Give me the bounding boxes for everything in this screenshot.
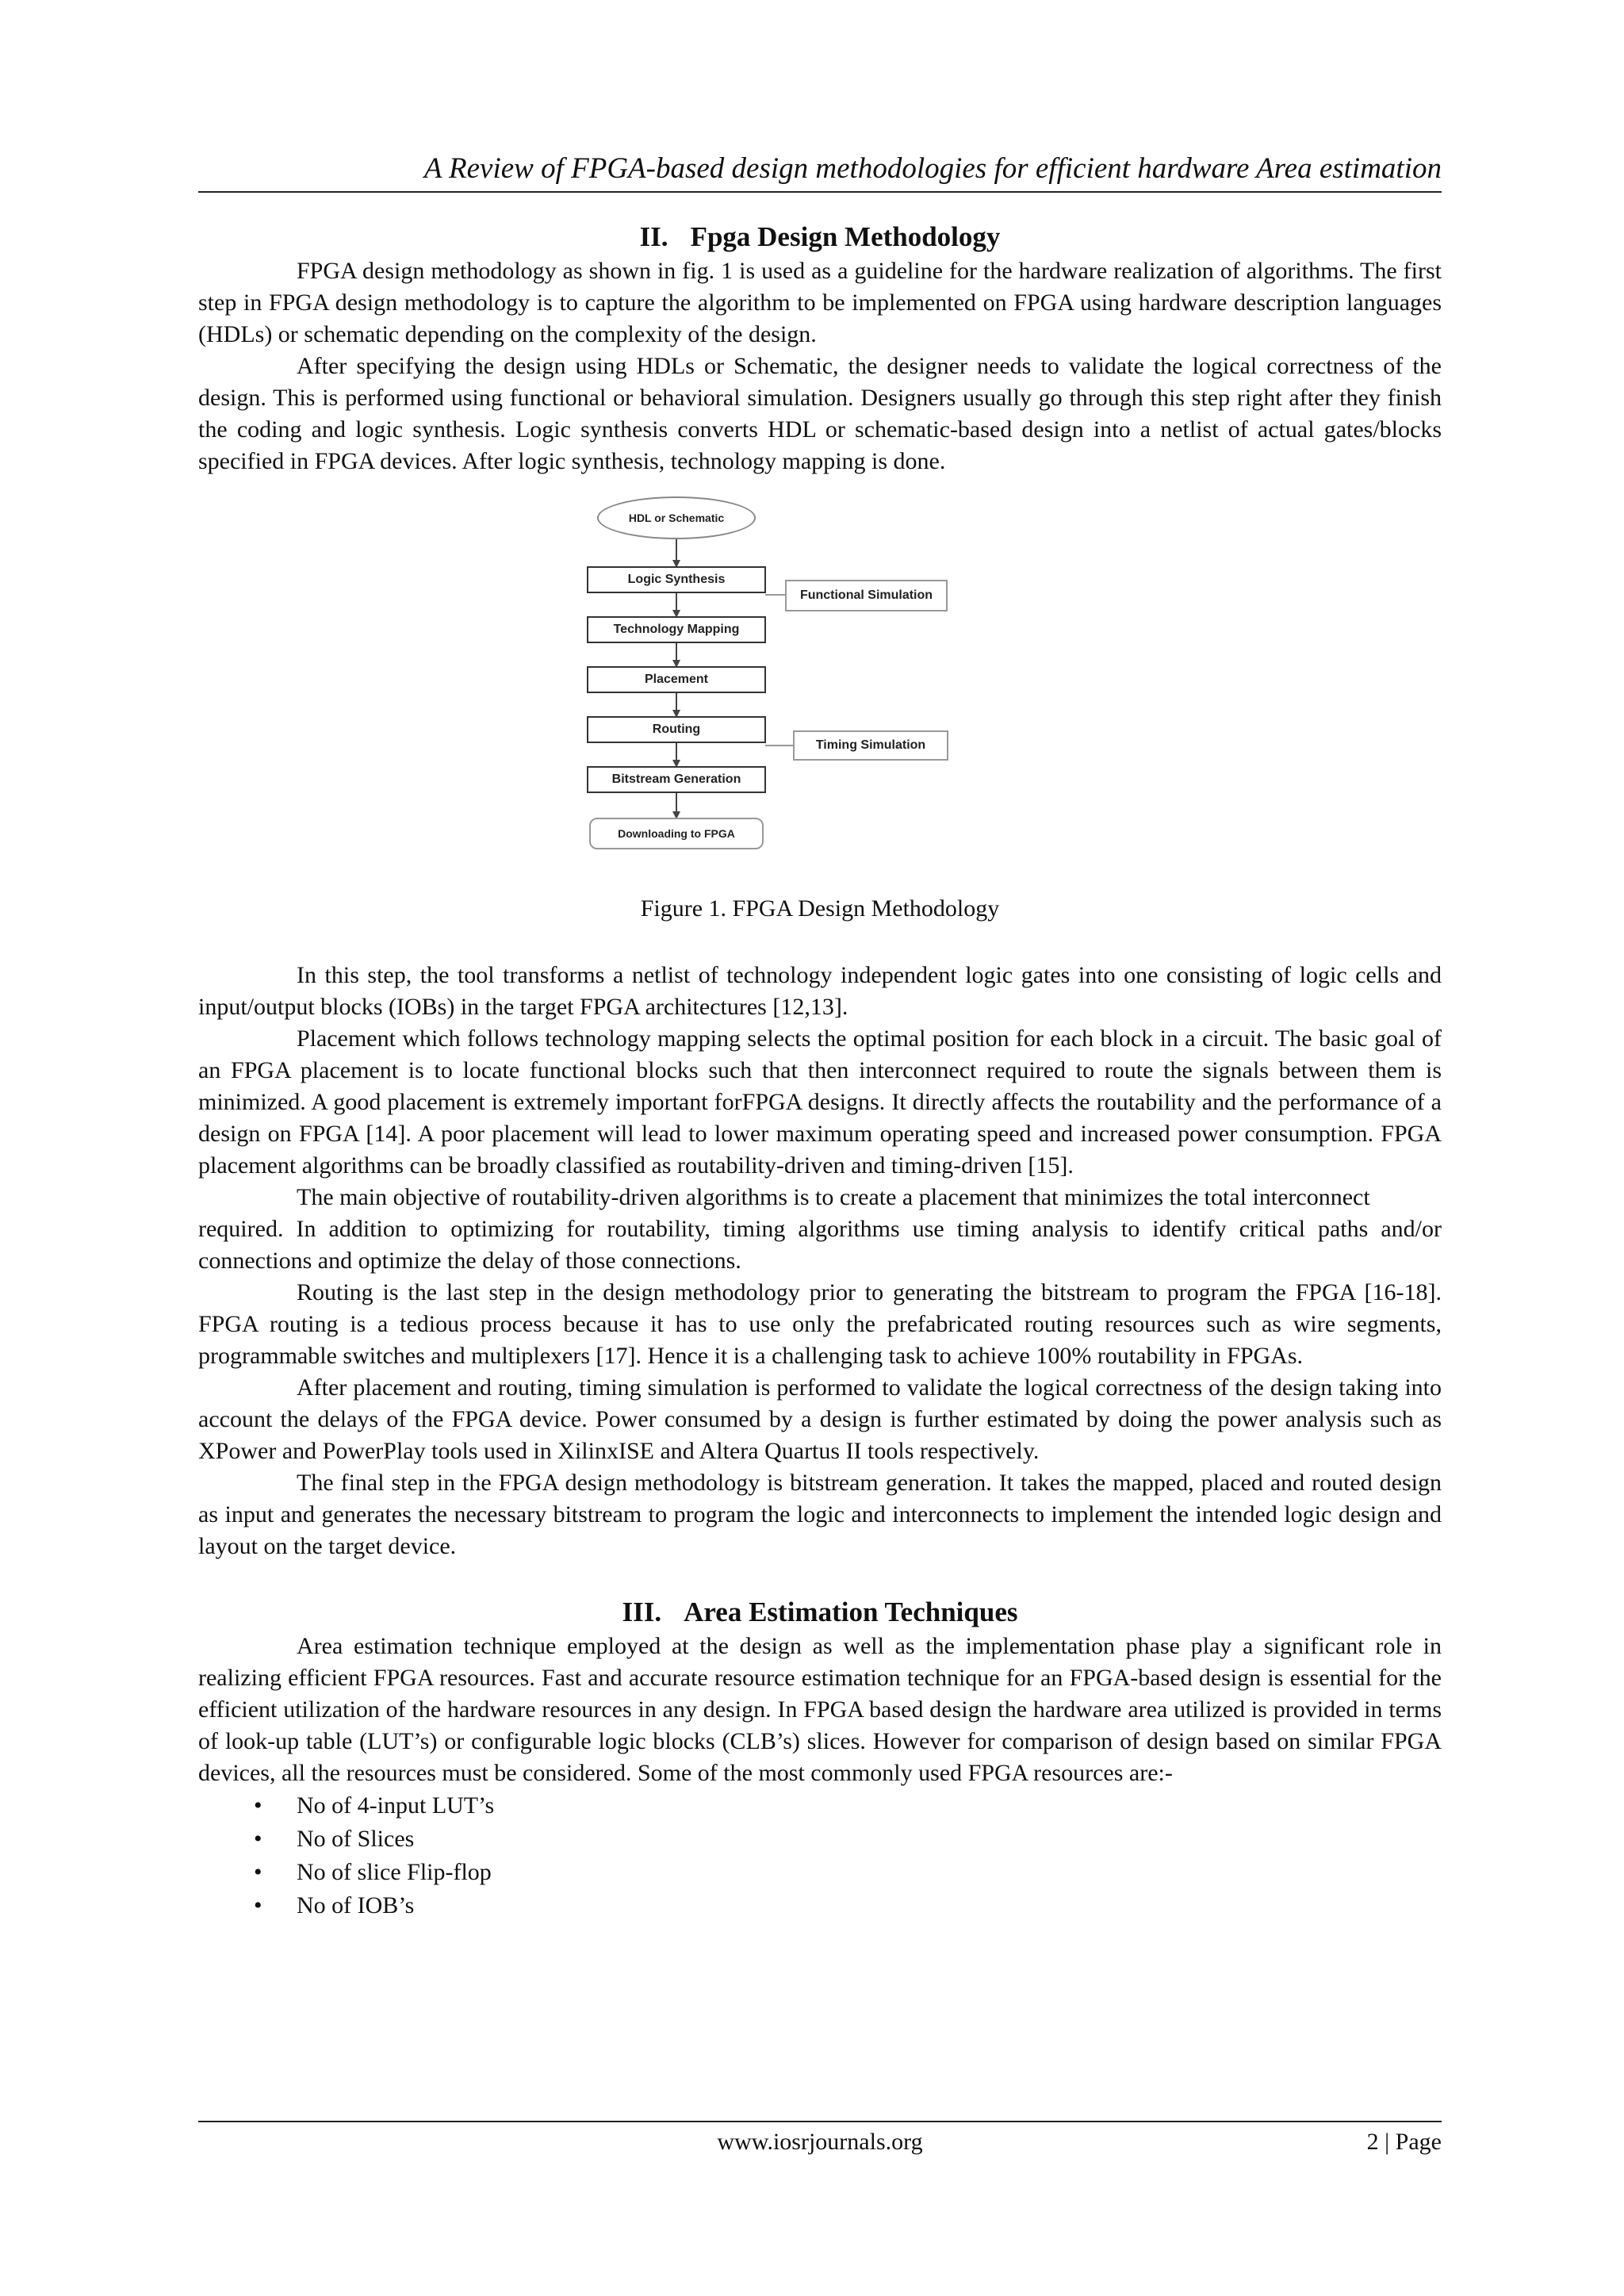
node-start: HDL or Schematic xyxy=(597,496,756,539)
node-timing-simulation: Timing Simulation xyxy=(793,730,948,761)
footer-rule xyxy=(198,2121,1442,2122)
paragraph: FPGA design methodology as shown in fig. 1 is used as a guideline for the hardware realization of algorithms. The first step in FPGA design methodology is to capture the algorithm to be implemented on FPGA using hardware description languages (HDLs) or schematic depending on the complexity of the design. xyxy=(198,258,1442,347)
flowchart-connectors xyxy=(198,493,1442,882)
paragraph: After placement and routing, timing simulation is performed to validate the logical correctness of the design taking into account the delays of the FPGA device. Power consumed by a design is further estimated by doing the power analysis such as XPower and PowerPlay tools used in XilinxISE and Altera Quartus II tools respectively. xyxy=(198,1374,1442,1464)
header-rule xyxy=(198,191,1442,193)
section-gap xyxy=(198,1562,1442,1594)
paragraph: The main objective of routability-driven algorithms is to create a placement that minimizes the total interconnect xyxy=(297,1184,1370,1210)
paragraph: After specifying the design using HDLs or Schematic, the designer needs to validate the logical correctness of the design. This is performed using functional or behavioral simulation. Designers usually go through this step right after they finish the coding and logic synthesis. Logic synthesis converts HDL or schematic-based design into a netlist of actual gates/blocks specified in FPGA devices. After logic synthesis, technology mapping is done. xyxy=(198,353,1442,474)
paragraph: In this step, the tool transforms a netlist of technology independent logic gates into one consisting of logic cells and input/output blocks (IOBs) in the target FPGA architectures [12,13]. xyxy=(198,962,1442,1020)
list-item: • No of IOB’s xyxy=(198,1889,1442,1922)
footer-page-number: 2 | Page xyxy=(1366,2129,1442,2155)
paragraph: The final step in the FPGA design methodology is bitstream generation. It takes the mapped, placed and routed design as input and generates the necessary bitstream to program the logic and interconnects to implement the intended logic design and layout on the target device. xyxy=(198,1470,1442,1559)
running-header: A Review of FPGA-based design methodologies for efficient hardware Area estimation xyxy=(423,152,1442,185)
resource-list xyxy=(198,1789,1442,1922)
section-title: Fpga Design Methodology xyxy=(690,221,1001,252)
node-downloading: Downloading to FPGA xyxy=(589,818,764,849)
section-number: III. xyxy=(622,1596,662,1627)
node-routing: Routing xyxy=(587,716,766,743)
flowchart-figure xyxy=(198,493,1442,882)
list-item: • No of slice Flip-flop xyxy=(198,1856,1442,1889)
node-placement: Placement xyxy=(587,666,766,693)
section-title: Area Estimation Techniques xyxy=(684,1596,1018,1627)
paragraph: Area estimation technique employed at the design as well as the implementation phase play a significant role in realizing efficient FPGA resources. Fast and accurate resource estimation technique for an FPGA-based design is essential for the efficient utilization of the hardware resources in any design. In FPGA based design the hardware area utilized is provided in terms of look-up table (LUT’s) or configurable logic blocks (CLB’s) slices. However for comparison of design based on similar FPGA devices, all the resources must be considered. Some of the most commonly used FPGA resources are:- xyxy=(198,1633,1442,1786)
footer-website: www.iosrjournals.org xyxy=(717,2129,923,2155)
paragraph-continued: required. In addition to optimizing for routability, timing algorithms use timing analysis to identify critical paths and/or connections and optimize the delay of those connections. xyxy=(198,1216,1442,1274)
node-bitstream-generation: Bitstream Generation xyxy=(587,766,766,793)
node-functional-simulation: Functional Simulation xyxy=(785,580,948,611)
section-heading-2 xyxy=(198,219,1442,255)
paragraph: Placement which follows technology mapping selects the optimal position for each block in a circuit. The basic goal of an FPGA placement is to locate functional blocks such that then interconnect required to route the signals between them is minimized. A good placement is extremely important forFPGA designs. It directly affects the routability and the performance of a design on FPGA [14]. A poor placement will lead to lower maximum operating speed and increased power consumption. FPGA placement algorithms can be broadly classified as routability-driven and timing-driven [15]. xyxy=(198,1025,1442,1179)
node-logic-synthesis: Logic Synthesis xyxy=(587,566,766,593)
figure-caption: Figure 1. FPGA Design Methodology xyxy=(640,895,1000,922)
node-technology-mapping: Technology Mapping xyxy=(587,616,766,643)
list-item: • No of Slices xyxy=(198,1823,1442,1856)
paragraph: Routing is the last step in the design methodology prior to generating the bitstream to program the FPGA [16-18]. FPGA routing is a tedious process because it has to use only the prefabricated routing resources such as wire segments, programmable switches and multiplexers [17]. Hence it is a challenging task to achieve 100% routability in FPGAs. xyxy=(198,1279,1442,1369)
list-item: • No of 4-input LUT’s xyxy=(198,1789,1442,1823)
section-number: II. xyxy=(639,221,668,252)
page-body xyxy=(198,219,1442,1922)
section-heading-3 xyxy=(198,1594,1442,1631)
